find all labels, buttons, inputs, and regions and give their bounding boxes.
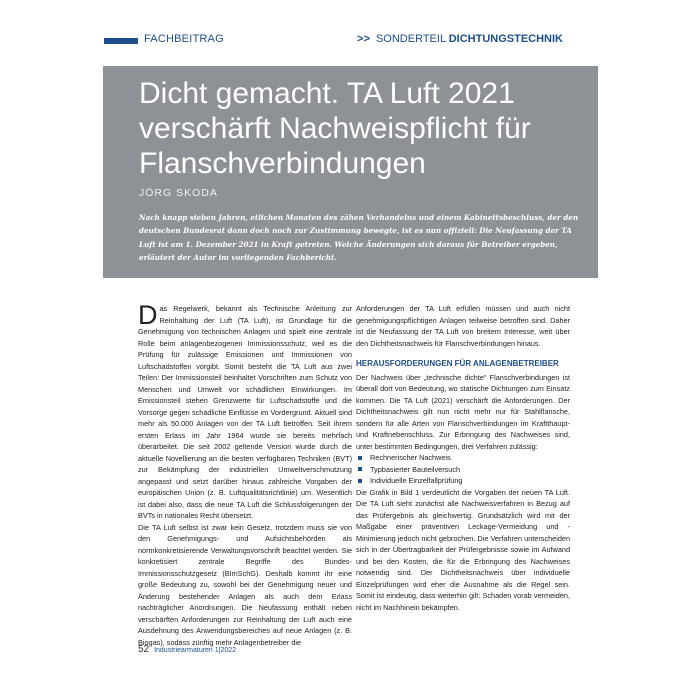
- page-number: 52: [138, 644, 150, 655]
- paragraph: Die Grafik in Bild 1 verdeutlicht die Vorgaben der neuen TA Luft. Die TA Luft sieht zunächst alle Nachweisverfahren in Bezug auf das Prüfergebnis als gleichwertig. Grundsätzlich wird mit der Maßgabe einer präventiven Leckage-Vermeidung und -Minimierung jedoch nicht gebrochen. Die Verfahren unterscheiden sich in der Übertragbarkeit der Prüfergebnisse sowie im Aufwand und bei den Kosten, die für die Erbringung des Nachweises notwendig sind. Der Dichtheitsnachweis über individuelle Einzelprüfungen wird eher die Ausnahme als die Regel sein. Somit ist eindeutig, dass weiterhin gilt: Schaden vorab vermeiden, nicht im Nachhinein bekämpfen.: [356, 487, 570, 612]
- bullet-item: Individuelle Einzelfallprüfung: [356, 475, 570, 487]
- paragraph-text: as Regelwerk, bekannt als Technische Anleitung zur Reinhaltung der Luft (TA Luft), ist Grundlage für die Genehmigung von technischen Anlagen und spielt eine zentrale Rolle beim anlagenbezogenen Immissionsschutz, weil es die Prüfung für zulässige Emissionen und Immissionen von Luftschadstoffen vorgibt. Somit besteht die TA Luft aus zwei Teilen: Der Immissionsteil beinhaltet Vorschriften zum Schutz von Menschen und Umwelt vor schädlichen Einwirkungen. Im Emissionsteil stehen Grenzwerte für Luftschadstoffe und die Vorsorge gegen schädliche Einflüsse im Vordergrund. Aktuell sind mehr als 50.000 Anlagen von der TA Luft betroffen. Seit ihrem ersten Erlass im Jahr 1964 wurde sie bereits mehrfach überarbeitet. Die seit 2002 geltende Version wurde durch die aktuelle Novellierung an die besten verfügbaren Techniken (BVT) zur Bekämpfung der industriellen Umweltverschmutzung angepasst und setzt darüber hinaus zahlreiche Vorgaben der europäischen Union (z. B. Luftqualitätsrichtlinie) um. Wesentlich ist dabei also, dass die neue TA Luft die Schlussfolgerungen der BVTs in nationales Recht übersetzt.: [138, 304, 352, 520]
- subheading: HERAUSFORDERUNGEN FÜR ANLAGENBETREIBER: [356, 359, 559, 368]
- author-name: JÖRG SKODA: [139, 187, 218, 199]
- paragraph: Die TA Luft selbst ist zwar kein Gesetz, trotzdem muss sie von den Genehmigungs- und Aufsichtsbehörden als normkonkretisierende Verwaltungsvorschrift beachtet werden. Sie konkretisiert zentrale Begriffe des Bundes-Immissionsschutzgesetz (BImSchG). Deshalb kommt ihr eine große Bedeutung zu, sowohl bei der Genehmigung neuer und Änderung bestehender Anlagen als auch dem Erlass nachträglicher Anordnungen. Die Neufassung enthält neben verschärften Anforderungen zur Reinhaltung der Luft auch eine Ausdehnung des Anwendungsbereiches auf neue Anlagen (z. B. Biogas), sodass zünftig mehr Anlagenbetreiber die: [138, 522, 352, 647]
- special-topic: DICHTUNGSTECHNIK: [448, 33, 563, 45]
- double-chevron-icon: >>: [357, 33, 370, 45]
- bullet-list: [356, 452, 570, 487]
- text-column-right: [356, 303, 570, 613]
- hero-banner: [103, 66, 598, 278]
- publication-name: Industriearmaturen 1|2022: [154, 647, 237, 654]
- bullet-item: Rechnerischer Nachweis: [356, 452, 570, 464]
- special-label: SONDERTEIL: [375, 33, 446, 45]
- paragraph: [138, 300, 352, 522]
- section-label: FACHBEITRAG: [144, 33, 224, 45]
- paragraph: Der Nachweis über „technische dichte“ Flanschverbindungen ist überall dort von Bedeutung, wo statische Dichtungen zum Einsatz kommen. Die TA Luft (2021) verschärft die Anforderungen. Der Dichtheitsnachweis gilt nun nicht mehr nur für Stahlflansche, sondern für alle Arten von Flanschverbindungen im Kraftthaupt- und Kraftnebenschluss. Zur Erbringung des Nachweises sind, unter bestimmten Bedingungen, drei Verfahren zulässig:: [356, 372, 570, 451]
- section-marker-bar: [104, 38, 138, 44]
- article-title: Dicht gemacht. TA Luft 2021 verschärft Nachweispflicht für Flanschverbindungen: [139, 77, 531, 180]
- paragraph: Anforderungen der TA Luft erfüllen müssen und auch nicht genehmigungspflichtigen Anlagen teilweise betroffen sind. Daher ist die Neufassung der TA Luft von breitem Interesse, weit über den Dichtheitsnachweis für Flanschverbindungen hinaus.: [356, 304, 570, 348]
- page-footer: [138, 644, 236, 655]
- bullet-item: Typbasierter Bauteilversuch: [356, 464, 570, 476]
- text-column-left: [138, 300, 352, 648]
- lead-paragraph: Nach knapp sieben Jahren, etlichen Monaten des zähen Verhandelns und einem Kabinettsbeschluss, der den deutschen Bundesrat dann doch noch zur Zustimmung bewegte, ist es nun offiziell: Die Neufassung der TA Luft ist am 1. Dezember 2021 in Kraft getreten. Welche Änderungen sich daraus für Betreiber ergeben, erläutert der Autor im vorliegenden Fachbericht.: [139, 213, 579, 263]
- special-section-label: [357, 33, 563, 45]
- drop-cap: D: [138, 300, 158, 330]
